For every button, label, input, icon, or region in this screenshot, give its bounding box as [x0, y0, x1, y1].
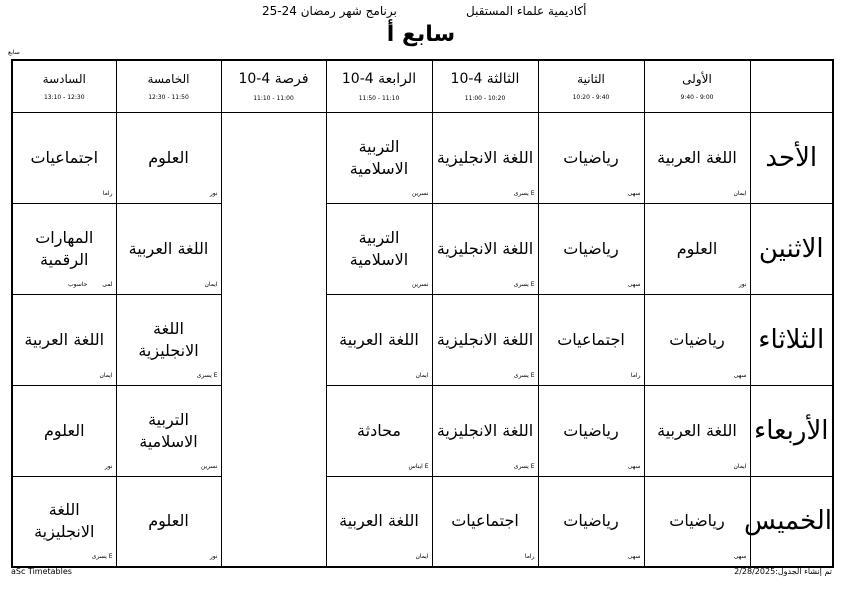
subject: اجتماعيات	[451, 511, 519, 531]
period-header	[326, 60, 432, 112]
subject: اللغة العربية	[128, 238, 209, 258]
period-header	[221, 60, 326, 112]
period-time: 11:50 - 12:30	[148, 93, 189, 101]
subject: التربية الاسلامية	[349, 227, 409, 269]
subject: العلوم	[676, 238, 718, 258]
period-name: فرصة 4-10	[238, 70, 309, 87]
lesson-cell	[116, 476, 221, 567]
lesson-cell	[326, 385, 432, 476]
period-time: 12:30 - 13:10	[43, 93, 85, 101]
day-row	[12, 385, 833, 476]
teacher: راما	[102, 189, 113, 197]
room: حاسوب	[68, 280, 88, 288]
subject: رياضيات	[563, 238, 619, 258]
lesson-cell	[432, 112, 538, 203]
subject: اللغة الانجليزية	[34, 500, 95, 542]
subject: العلوم	[44, 420, 85, 440]
footer-date: تم إنشاء الجدول:2/28/2025	[734, 567, 832, 576]
subject: اللغة العربية	[339, 511, 419, 531]
subject: اللغة الانجليزية	[138, 318, 199, 360]
teacher: سهى	[627, 462, 641, 470]
subject: اللغة العربية	[339, 329, 419, 349]
teacher: سهى	[733, 553, 747, 560]
period-name: السادسة	[42, 71, 86, 86]
lesson-cell	[538, 203, 644, 294]
lesson-cell	[538, 294, 644, 385]
lesson-cell	[12, 385, 116, 476]
subject: رياضيات	[563, 420, 619, 440]
subject: اللغة العربية	[657, 420, 737, 440]
teacher: سهى	[627, 280, 641, 288]
subject: اجتماعيات	[557, 329, 625, 349]
lesson-cell	[12, 203, 116, 294]
subject: اللغة الانجليزية	[436, 329, 534, 349]
teacher: ايمان	[733, 462, 747, 470]
period-name: الرابعة 4-10	[341, 70, 417, 87]
subject: التربية الاسلامية	[349, 136, 409, 178]
teacher: نسرين	[411, 280, 429, 288]
footer-software: aSc Timetables	[11, 567, 72, 576]
lesson-cell	[221, 112, 326, 567]
subject: العلوم	[148, 511, 189, 531]
teacher: نور	[738, 280, 747, 288]
teacher: E يسرى	[513, 371, 535, 379]
day-name: الاثنين	[750, 203, 833, 294]
lesson-cell	[432, 203, 538, 294]
teacher: لمى	[102, 280, 113, 288]
lesson-cell	[432, 294, 538, 385]
teacher: نور	[209, 189, 218, 197]
subject: اللغة الانجليزية	[436, 147, 534, 167]
teacher: راما	[524, 553, 535, 560]
teacher: E يسرى	[196, 371, 218, 379]
day-row	[12, 112, 833, 203]
teacher: نسرين	[411, 189, 429, 197]
lesson-cell	[644, 112, 750, 203]
lesson-cell	[326, 112, 432, 203]
lesson-cell	[12, 112, 116, 203]
period-time: 9:00 - 9:40	[680, 93, 714, 101]
lesson-cell	[644, 385, 750, 476]
period-time: 9:40 - 10:20	[572, 93, 610, 101]
class-label: سابع	[8, 49, 20, 56]
teacher: نور	[209, 553, 218, 560]
page-title: سابع أ	[386, 22, 456, 47]
day-name: الأحد	[750, 112, 833, 203]
lesson-cell	[116, 294, 221, 385]
subject: اجتماعيات	[30, 147, 99, 167]
subject: التربية الاسلامية	[139, 409, 198, 451]
lesson-cell	[116, 385, 221, 476]
day-name: الأربعاء	[750, 385, 833, 476]
day-row	[12, 294, 833, 385]
subject: العلوم	[148, 147, 189, 167]
period-name: الثانية	[577, 71, 605, 86]
day-name: الثلاثاء	[750, 294, 833, 385]
lesson-cell	[326, 203, 432, 294]
teacher: E يسرى	[91, 553, 113, 560]
subject: محادثة	[357, 420, 401, 440]
academy-name: أكاديمية علماء المستقبل	[466, 4, 587, 18]
header-row	[12, 60, 833, 112]
period-name: الخامسة	[147, 71, 190, 86]
lesson-cell	[116, 203, 221, 294]
period-name: الأولى	[682, 71, 712, 86]
subject: رياضيات	[563, 147, 619, 167]
lesson-cell	[326, 476, 432, 567]
teacher: E ايناس	[408, 462, 429, 470]
lesson-cell	[538, 385, 644, 476]
teacher: سهى	[627, 189, 641, 197]
teacher: E يسرى	[513, 280, 535, 288]
teacher: E يسرى	[513, 462, 535, 470]
period-time: 10:20 - 11:00	[464, 94, 506, 102]
period-header	[12, 60, 116, 112]
day-row	[12, 203, 833, 294]
teacher: نور	[104, 462, 113, 470]
period-time: 11:10 - 11:50	[358, 94, 400, 102]
period-header	[116, 60, 221, 112]
subject: المهارات الرقمية	[35, 227, 94, 269]
subject: اللغة الانجليزية	[436, 238, 534, 258]
lesson-cell	[644, 203, 750, 294]
teacher: نسرين	[200, 462, 218, 470]
lesson-cell	[538, 112, 644, 203]
subject: رياضيات	[563, 511, 619, 531]
lesson-cell	[644, 476, 750, 567]
teacher: ايمان	[99, 371, 113, 379]
period-name: الثالثة 4-10	[450, 70, 520, 87]
lesson-cell	[12, 476, 116, 567]
period-header	[644, 60, 750, 112]
lesson-cell	[538, 476, 644, 567]
subject: رياضيات	[669, 329, 725, 349]
subject: اللغة العربية	[657, 147, 737, 167]
day-row	[12, 476, 833, 567]
lesson-cell	[326, 294, 432, 385]
lesson-cell	[432, 385, 538, 476]
teacher: ايمان	[415, 553, 429, 560]
teacher: سهى	[733, 371, 747, 379]
lesson-cell	[644, 294, 750, 385]
period-header	[432, 60, 538, 112]
subject: اللغة العربية	[24, 329, 105, 349]
teacher: ايمان	[733, 189, 747, 197]
timetable	[11, 59, 834, 568]
period-time: 11:00 - 11:10	[253, 94, 294, 102]
day-name: الخميس	[750, 476, 833, 567]
teacher: سهى	[627, 553, 641, 560]
corner-cell	[750, 60, 833, 112]
program-name: برنامج شهر رمضان 24-25	[262, 4, 397, 18]
lesson-cell	[12, 294, 116, 385]
teacher: ايمان	[415, 371, 429, 379]
teacher: ايمان	[204, 280, 218, 288]
subject: رياضيات	[669, 511, 725, 531]
period-header	[538, 60, 644, 112]
lesson-cell	[432, 476, 538, 567]
teacher: راما	[630, 371, 641, 379]
teacher: E يسرى	[513, 189, 535, 197]
subject: اللغة الانجليزية	[436, 420, 534, 440]
lesson-cell	[116, 112, 221, 203]
